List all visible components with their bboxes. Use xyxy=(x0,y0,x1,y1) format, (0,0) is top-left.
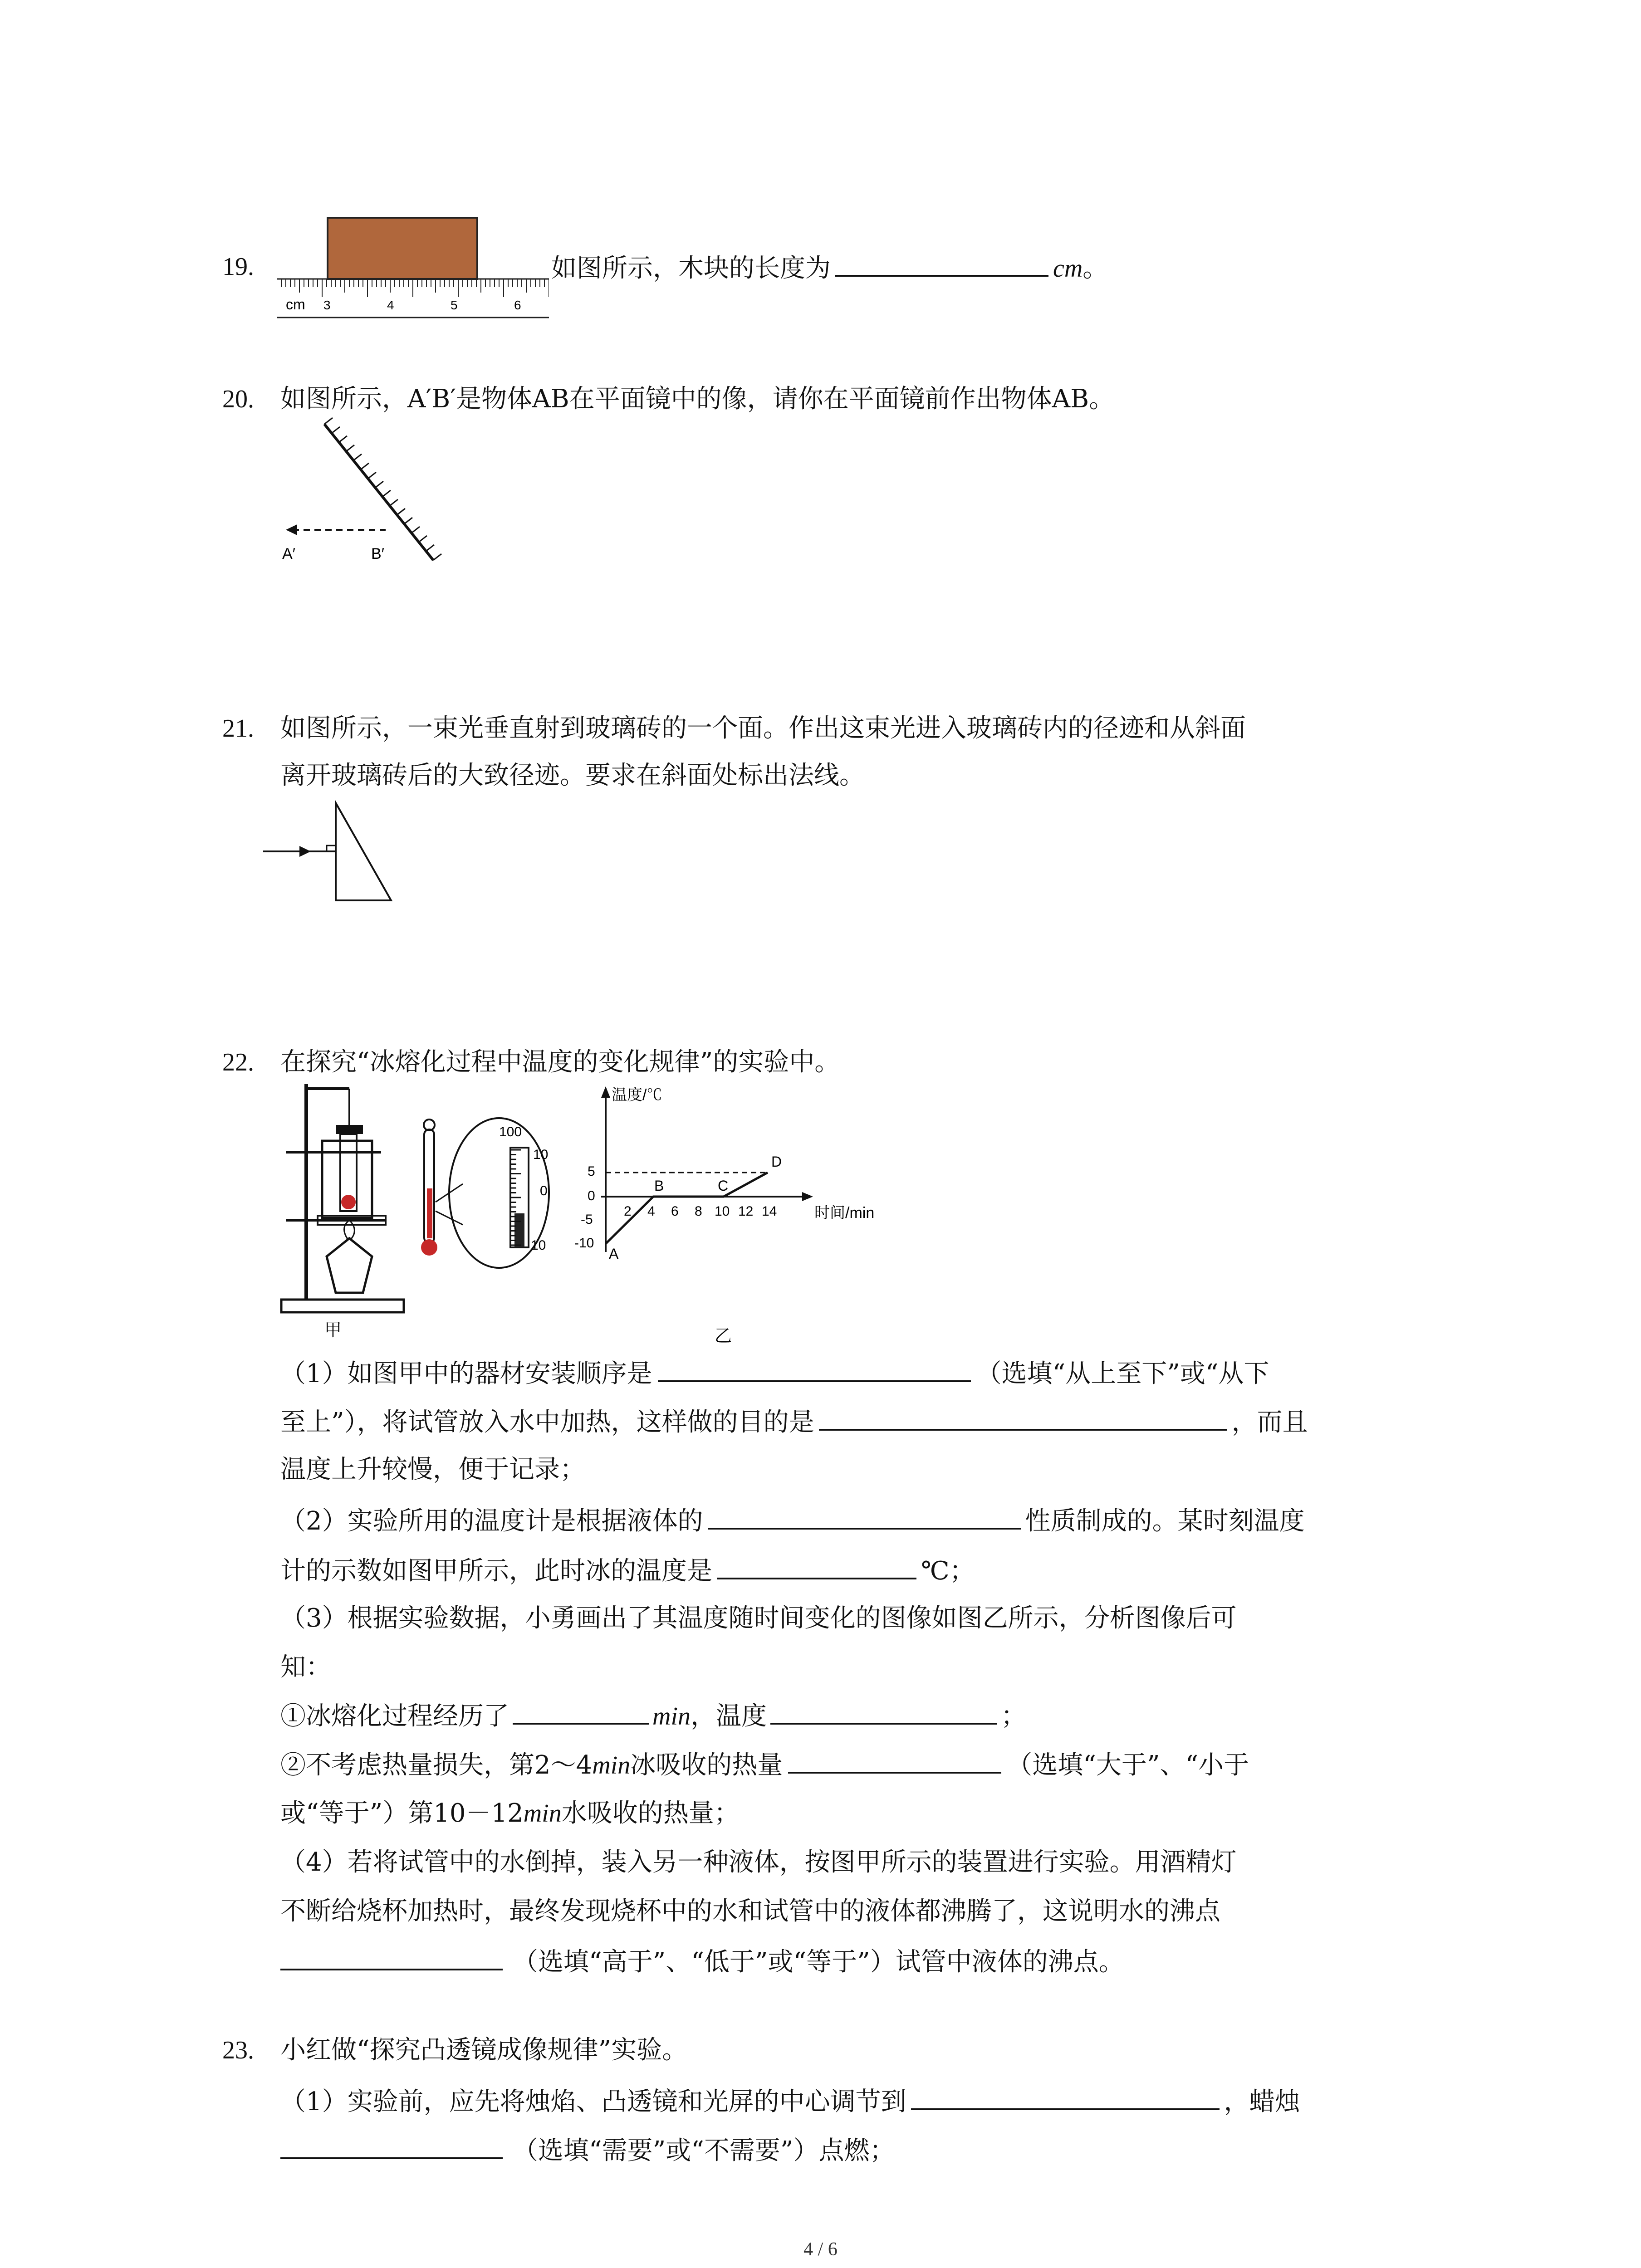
q22-title: 在探究“冰熔化过程中温度的变化规律”的实验中。 xyxy=(280,1047,840,1077)
q23-p1-line1: （1）实验前，应先将烛焰、凸透镜和光屏的中心调节到 ，蜡烛 xyxy=(280,2082,1300,2120)
graph-xtick-12: 12 xyxy=(738,1204,754,1219)
q22-p4-line1: （4）若将试管中的水倒掉，装入另一种液体，按图甲所示的装置进行实验。用酒精灯 xyxy=(280,1848,1237,1877)
thermo-label-10-bottom: 10 xyxy=(531,1238,546,1253)
thermo-label-100: 100 xyxy=(499,1124,522,1139)
q22-p2-line2: 计的示数如图甲所示，此时冰的温度是 ℃； xyxy=(280,1551,975,1589)
q22-p3-line2: 知： xyxy=(280,1652,331,1682)
graph-point-b: B xyxy=(654,1178,664,1194)
graph-ytick-0: 0 xyxy=(588,1188,595,1203)
q22-blank-boiling-compare[interactable] xyxy=(280,1942,503,1970)
q21-glass-prism-figure xyxy=(259,798,408,912)
thermo-label-0: 0 xyxy=(540,1183,548,1198)
graph-xtick-6: 6 xyxy=(671,1204,679,1219)
graph-xtick-4: 4 xyxy=(647,1204,655,1219)
q22-apparatus-figure xyxy=(272,1080,907,1352)
graph-xtick-8: 8 xyxy=(695,1204,702,1219)
q23-p1-line2: （选填“需要”或“不需要”）点燃； xyxy=(280,2131,895,2169)
q22-p1-line1: （1）如图甲中的器材安装顺序是 （选填“从上至下”或“从下 xyxy=(280,1354,1269,1392)
q20-number: 20. xyxy=(222,385,254,413)
ruler-tick-label-3: 3 xyxy=(323,298,331,312)
graph-xtick-2: 2 xyxy=(624,1204,632,1219)
stand-base xyxy=(281,1300,404,1312)
graph-ytick-m5: -5 xyxy=(581,1212,593,1227)
plane-mirror xyxy=(324,424,433,560)
q22-p3-item1: ①冰熔化过程经历了 min，温度 ； xyxy=(280,1696,1026,1735)
page-number: 4 / 6 xyxy=(803,2239,838,2260)
q21-line2: 离开玻璃砖后的大致径迹。要求在斜面处标出法线。 xyxy=(280,761,865,790)
q22-p4-line3: （选填“高于”、“低于”或“等于”）试管中液体的沸点。 xyxy=(280,1942,1124,1980)
graph-xtick-14: 14 xyxy=(762,1204,777,1219)
ruler-ticks xyxy=(277,279,549,297)
q21-number: 21. xyxy=(222,714,254,743)
ruler-tick-label-4: 4 xyxy=(387,298,394,312)
q22-blank-liquid-property[interactable] xyxy=(708,1501,1021,1530)
q23-blank-center-height[interactable] xyxy=(911,2082,1220,2110)
q23-title: 小红做“探究凸透镜成像规律”实验。 xyxy=(280,2035,688,2065)
q22-blank-install-order[interactable] xyxy=(658,1354,971,1382)
q20-text: 如图所示，A′B′是物体AB在平面镜中的像，请你在平面镜前作出物体AB。 xyxy=(280,384,1115,414)
q19-text: 如图所示，木块的长度为 cm。 xyxy=(551,249,1108,287)
glass-prism xyxy=(336,803,391,900)
graph-point-c: C xyxy=(718,1178,729,1194)
q22-number: 22. xyxy=(222,1048,254,1076)
q22-p1-line3: 温度上升较慢，便于记录； xyxy=(280,1455,585,1484)
q19-answer-blank[interactable] xyxy=(835,249,1048,277)
q19-number: 19. xyxy=(222,253,254,281)
label-b-prime: B′ xyxy=(371,545,385,562)
alcohol-lamp xyxy=(327,1238,372,1293)
q22-blank-ice-temp[interactable] xyxy=(717,1551,916,1579)
q19-ruler-figure xyxy=(277,213,549,322)
ruler-tick-label-6: 6 xyxy=(514,298,521,312)
q22-blank-melt-duration[interactable] xyxy=(513,1696,649,1725)
q22-p3-item2: ②不考虑热量损失，第2～4min冰吸收的热量 （选填“大于”、“小于 xyxy=(280,1745,1249,1784)
graph-x-label: 时间/min xyxy=(814,1204,875,1222)
ruler-unit-label: cm xyxy=(286,296,305,313)
q22-p3-item3: 或“等于”）第10－12min水吸收的热量； xyxy=(280,1799,740,1828)
q20-mirror-figure xyxy=(272,417,445,572)
q21-line1: 如图所示，一束光垂直射到玻璃砖的一个面。作出这束光进入玻璃砖内的径迹和从斜面 xyxy=(280,714,1246,743)
q22-p3-line1: （3）根据实验数据，小勇画出了其温度随时间变化的图像如图乙所示，分析图像后可 xyxy=(280,1603,1237,1633)
q22-blank-heat-compare[interactable] xyxy=(788,1745,1001,1774)
wood-block xyxy=(328,218,477,279)
graph-y-label: 温度/℃ xyxy=(612,1086,662,1104)
q22-p1-line2: 至上”），将试管放入水中加热，这样做的目的是 ，而且 xyxy=(280,1403,1308,1441)
graph-ytick-m10: -10 xyxy=(574,1236,594,1251)
q22-p4-line2: 不断给烧杯加热时，最终发现烧杯中的水和试管中的液体都沸腾了，这说明水的沸点 xyxy=(280,1897,1220,1926)
graph-point-d: D xyxy=(771,1154,782,1170)
q22-blank-purpose[interactable] xyxy=(819,1403,1227,1431)
graph-ytick-5: 5 xyxy=(588,1164,595,1179)
graph-xtick-10: 10 xyxy=(715,1204,730,1219)
label-a-prime: A′ xyxy=(282,545,296,562)
q22-blank-temp-trend[interactable] xyxy=(770,1696,997,1725)
ruler-tick-label-5: 5 xyxy=(451,298,458,312)
arrow-head xyxy=(286,524,297,535)
q23-blank-candle-lit[interactable] xyxy=(280,2131,503,2159)
q22-p2-line1: （2）实验所用的温度计是根据液体的 性质制成的。某时刻温度 xyxy=(280,1501,1305,1540)
graph-point-a: A xyxy=(609,1246,619,1262)
fig-label-yi: 乙 xyxy=(715,1327,732,1346)
fig-label-jia: 甲 xyxy=(324,1321,342,1340)
q23-number: 23. xyxy=(222,2036,254,2064)
thermo-label-10-top: 10 xyxy=(533,1147,549,1162)
